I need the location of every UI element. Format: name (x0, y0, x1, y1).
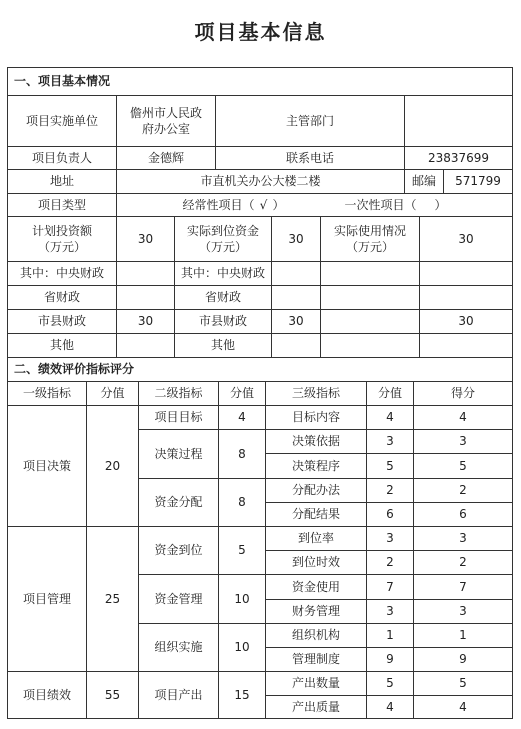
project-unit-value: 儋州市人民政府办公室 (116, 95, 216, 147)
level1-score: 55 (86, 671, 139, 719)
level3-score: 4 (366, 695, 414, 719)
actual-funds-value: 30 (271, 216, 321, 262)
level3-name: 目标内容 (265, 405, 367, 430)
level3-result: 1 (413, 623, 513, 648)
central-planned (116, 261, 175, 286)
manager-value: 金德辉 (116, 146, 216, 170)
city-use: 30 (419, 309, 513, 334)
level3-result: 6 (413, 502, 513, 527)
level3-result: 3 (413, 429, 513, 454)
province-use (419, 285, 513, 310)
level3-name: 组织机构 (265, 623, 367, 648)
level3-name: 财务管理 (265, 599, 367, 624)
header-level3: 三级指标 (265, 381, 367, 406)
level3-score: 2 (366, 550, 414, 575)
city-use-empty (320, 309, 420, 334)
level3-score: 3 (366, 526, 414, 551)
level2-score: 8 (218, 478, 266, 527)
info-table (8, 68, 513, 719)
level3-result: 4 (413, 405, 513, 430)
header-level1: 一级指标 (7, 381, 87, 406)
level3-score: 2 (366, 478, 414, 503)
type-regular-checkmark: √ (259, 197, 268, 212)
level3-result: 3 (413, 526, 513, 551)
section2-heading: 二、绩效评价指标评分 (7, 357, 513, 382)
level3-score: 6 (366, 502, 414, 527)
level3-name: 分配结果 (265, 502, 367, 527)
page-title: 项目基本信息 (194, 20, 327, 44)
planned-label: 计划投资额（万元） (7, 216, 117, 262)
header-level1-score: 分值 (86, 381, 139, 406)
level2-name: 资金到位 (138, 526, 219, 575)
central-actual (271, 261, 321, 286)
level1-name: 项目管理 (7, 526, 87, 672)
level3-score: 3 (366, 429, 414, 454)
city-planned: 30 (116, 309, 175, 334)
postcode-value: 571799 (443, 169, 513, 194)
level3-result: 2 (413, 478, 513, 503)
actual-use-value: 30 (419, 216, 513, 262)
section1-heading: 一、项目基本情况 (7, 67, 513, 96)
level3-name: 分配办法 (265, 478, 367, 503)
level3-score: 4 (366, 405, 414, 430)
level3-name: 到位时效 (265, 550, 367, 575)
level3-name: 管理制度 (265, 647, 367, 672)
phone-label: 联系电话 (215, 146, 405, 170)
level3-name: 产出数量 (265, 671, 367, 696)
level3-name: 产出质量 (265, 695, 367, 719)
province-planned (116, 285, 175, 310)
province-label: 省财政 (7, 285, 117, 310)
type-regular (182, 197, 284, 213)
header-level2-score: 分值 (218, 381, 266, 406)
city-label: 市县财政 (7, 309, 117, 334)
level3-result: 4 (413, 695, 513, 719)
central-use (419, 261, 513, 286)
level3-name: 到位率 (265, 526, 367, 551)
level3-name: 决策程序 (265, 453, 367, 479)
level2-name: 项目产出 (138, 671, 219, 719)
level3-score: 3 (366, 599, 414, 624)
city-label-actual: 市县财政 (174, 309, 272, 334)
type-once-text: 一次性项目（ (344, 197, 417, 212)
level2-score: 5 (218, 526, 266, 575)
header-level3-score: 分值 (366, 381, 414, 406)
postcode-label: 邮编 (404, 169, 444, 194)
city-actual: 30 (271, 309, 321, 334)
level3-score: 5 (366, 453, 414, 479)
header-level2: 二级指标 (138, 381, 219, 406)
level2-score: 4 (218, 405, 266, 430)
type-regular-close: ） (272, 197, 285, 212)
other-actual (271, 333, 321, 358)
province-label-actual: 省财政 (174, 285, 272, 310)
central-label-actual: 其中：中央财政 (174, 261, 272, 286)
actual-funds-label: 实际到位资金（万元） (174, 216, 272, 262)
phone-value: 23837699 (404, 146, 513, 170)
level1-score: 20 (86, 405, 139, 527)
level2-name: 资金分配 (138, 478, 219, 527)
level2-score: 10 (218, 623, 266, 672)
planned-value: 30 (116, 216, 175, 262)
province-use-empty (320, 285, 420, 310)
central-label: 其中：中央财政 (7, 261, 117, 286)
type-once (345, 197, 447, 213)
other-label: 其他 (7, 333, 117, 358)
level2-score: 8 (218, 429, 266, 479)
type-options (116, 193, 513, 217)
level3-result: 2 (413, 550, 513, 575)
level3-name: 决策依据 (265, 429, 367, 454)
province-actual (271, 285, 321, 310)
level2-name: 资金管理 (138, 574, 219, 624)
level2-name: 项目目标 (138, 405, 219, 430)
address-value: 市直机关办公大楼二楼 (116, 169, 405, 194)
level3-score: 9 (366, 647, 414, 672)
level2-name: 决策过程 (138, 429, 219, 479)
authority-value (404, 95, 513, 147)
level3-score: 5 (366, 671, 414, 696)
level2-score: 10 (218, 574, 266, 624)
address-label: 地址 (7, 169, 117, 194)
other-label-actual: 其他 (174, 333, 272, 358)
level1-score: 25 (86, 526, 139, 672)
level3-result: 5 (413, 453, 513, 479)
type-regular-text: 经常性项目（ (182, 197, 255, 212)
manager-label: 项目负责人 (7, 146, 117, 170)
level3-score: 7 (366, 574, 414, 600)
other-planned (116, 333, 175, 358)
type-label: 项目类型 (7, 193, 117, 217)
other-use (419, 333, 513, 358)
level3-result: 5 (413, 671, 513, 696)
level3-result: 3 (413, 599, 513, 624)
level3-result: 7 (413, 574, 513, 600)
level2-name: 组织实施 (138, 623, 219, 672)
level3-name: 资金使用 (265, 574, 367, 600)
actual-use-label: 实际使用情况（万元） (320, 216, 420, 262)
central-use-empty (320, 261, 420, 286)
other-use-empty (320, 333, 420, 358)
type-once-close: ） (434, 197, 447, 212)
authority-label: 主管部门 (215, 95, 405, 147)
level3-score: 1 (366, 623, 414, 648)
level1-name: 项目决策 (7, 405, 87, 527)
level3-result: 9 (413, 647, 513, 672)
header-result: 得分 (413, 381, 513, 406)
project-unit-label: 项目实施单位 (7, 95, 117, 147)
level1-name: 项目绩效 (7, 671, 87, 719)
level2-score: 15 (218, 671, 266, 719)
